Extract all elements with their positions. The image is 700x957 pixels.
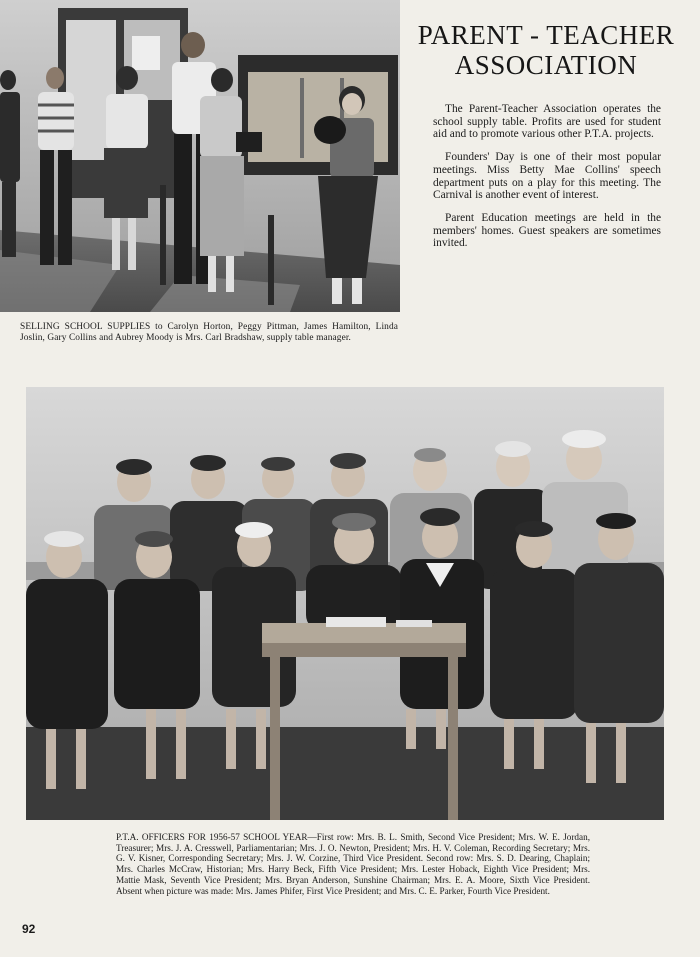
pta-officers-photo [26,387,664,820]
paragraph-parent-education: Parent Education meetings are held in the members' homes. Guest speakers are sometimes invited. [433,211,661,250]
page-title [405,20,687,80]
page-number: 92 [22,922,36,936]
school-supply-table-photo [0,0,400,312]
paragraph-supply-table: The Parent-Teacher Association operates the school supply table. Profits are used for student aid and to promote various other P.T.A. projects. [433,103,661,141]
paragraph-founders-day: Founders' Day is one of their most popular meetings. Miss Betty Mae Collins' speech department puts on a play for this meeting. The Carnival is another event of interest. [433,151,661,202]
page-title-line-2: ASSOCIATION [454,50,638,80]
page-title-line-1: PARENT - TEACHER [417,20,675,50]
top-photo-caption: SELLING SCHOOL SUPPLIES to Carolyn Horton, Peggy Pittman, James Hamilton, Linda Joslin, Gary Collins and Aubrey Moody is Mrs. Carl Bradshaw, supply table manager. [20,322,398,344]
article-body [433,103,661,260]
bottom-photo-caption: P.T.A. OFFICERS FOR 1956-57 SCHOOL YEAR—First row: Mrs. B. L. Smith, Second Vice President; Mrs. W. E. Jordan, Treasurer; Mrs. J. A. Cresswell, Parliamentarian; Mrs. J. O. Newton, President; Mrs. H. V. Coleman, Recording Secretary; Mrs. G. V. Kisner, Corresponding Secretary; Mrs. J. W. Corzine, Third Vice President. Second row: Mrs. S. D. Dearing, Chaplain; Mrs. Charles McCraw, Historian; Mrs. Harry Beck, Fifth Vice President; Mrs. Lester Hoback, Eighth Vice President; Mrs. Mattie Mask, Seventh Vice President; Mrs. Bryan Anderson, Sunshine Chairman; Mrs. E. A. Moore, Sixth Vice President. Absent when picture was made: Mrs. James Phifer, First Vice President; and Mrs. C. E. Parker, Fourth Vice President. [116,832,590,896]
